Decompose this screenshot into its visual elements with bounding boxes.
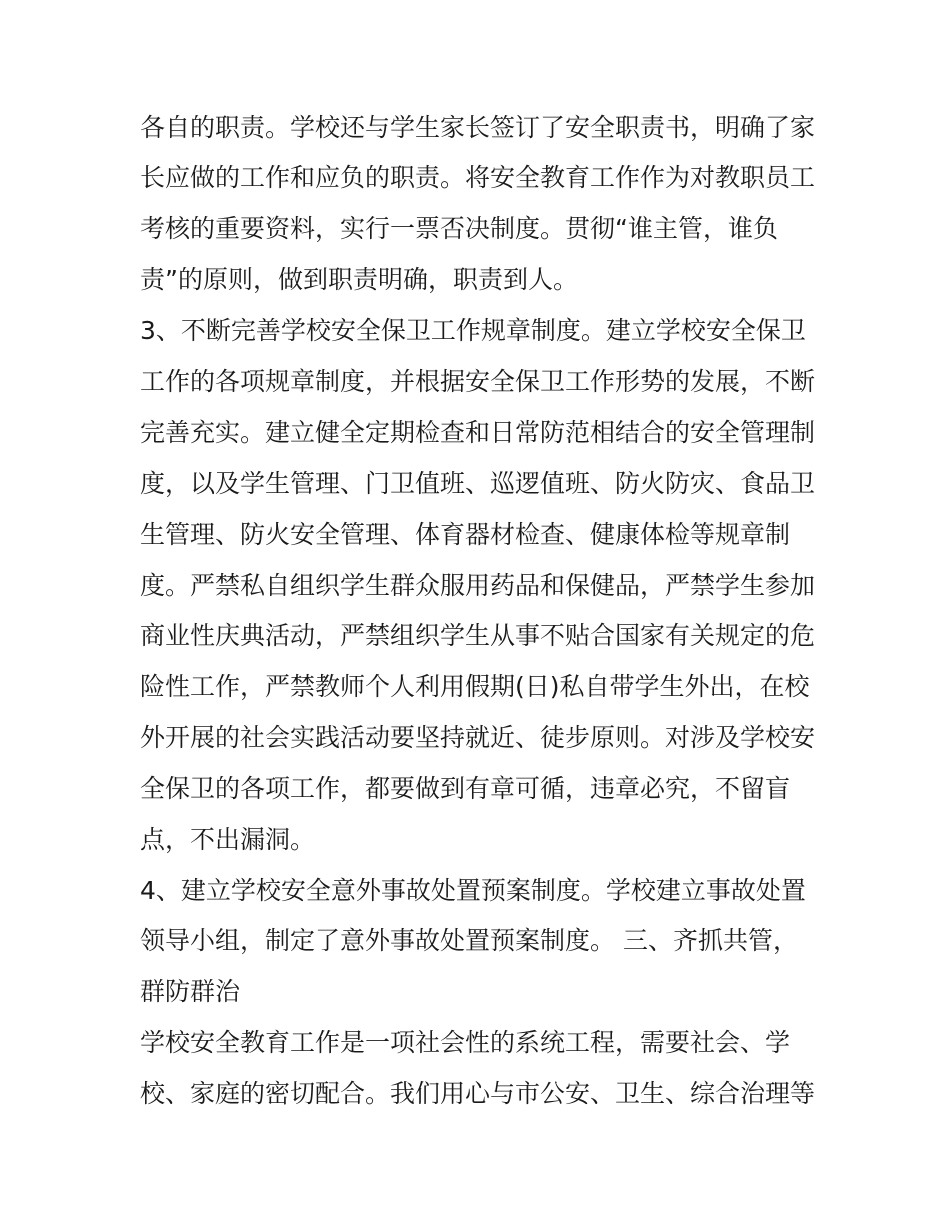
- text-line: 全保卫的各项工作，都要做到有章可循，违章必究，不留盲: [140, 774, 791, 803]
- text-line: 校、家庭的密切配合。我们用心与市公安、卫生、综合治理等: [140, 1079, 816, 1108]
- text-line: 点，不出漏洞。: [140, 825, 316, 854]
- text-line: 商业性庆典活动，严禁组织学生从事不贴合国家有关规定的危: [140, 621, 816, 650]
- text-line: 完善充实。建立健全定期检查和日常防范相结合的安全管理制: [140, 418, 816, 447]
- text-line: 工作的各项规章制度，并根据安全保卫工作形势的发展，不断: [140, 367, 816, 396]
- text-line: 外开展的社会实践活动要坚持就近、徒步原则。对涉及学校安: [140, 723, 816, 752]
- text-line: 3、不断完善学校安全保卫工作规章制度。建立学校安全保卫: [140, 316, 806, 345]
- text-line: 度，以及学生管理、门卫值班、巡逻值班、防火防灾、食品卫: [140, 469, 816, 498]
- text-line: 领导小组，制定了意外事故处置预案制度。 三、齐抓共管，: [140, 926, 798, 955]
- text-line: 考核的重要资料，实行一票否决制度。贯彻“谁主管，谁负: [140, 214, 778, 243]
- text-line: 学校安全教育工作是一项社会性的系统工程，需要社会、学: [140, 1028, 791, 1057]
- text-line: 4、建立学校安全意外事故处置预案制度。学校建立事故处置: [140, 876, 806, 905]
- text-line: 生管理、防火安全管理、体育器材检查、健康体检等规章制: [140, 520, 791, 549]
- text-line: 群防群治: [140, 977, 241, 1006]
- text-line: 各自的职责。学校还与学生家长签订了安全职责书，明确了家: [140, 113, 816, 142]
- text-line: 度。严禁私自组织学生群众服用药品和保健品，严禁学生参加: [140, 571, 816, 600]
- text-line: 险性工作，严禁教师个人利用假期(日)私自带学生外出，在校: [140, 672, 810, 701]
- text-line: 长应做的工作和应负的职责。将安全教育工作作为对教职员工: [140, 163, 816, 192]
- text-line: 责”的原则，做到职责明确，职责到人。: [140, 265, 578, 294]
